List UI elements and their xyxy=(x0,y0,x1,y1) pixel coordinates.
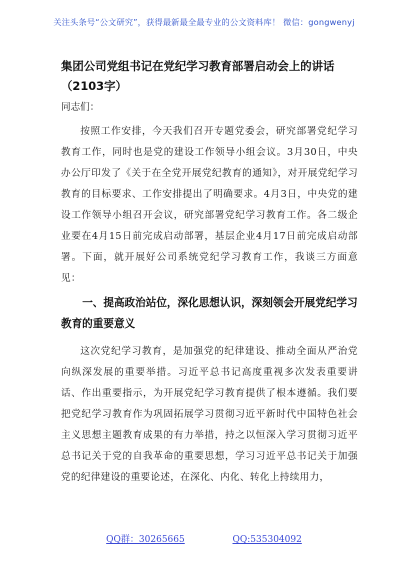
body-paragraph: 按照工作安排，今天我们召开专题党委会，研究部署党纪学习教育工作，同时也是党的建设工作领导小组会议。3月30日，中央办公厅印发了《关于在全党开展党纪教育的通知》，对开展党纪学习教育的目标要求、工作安排提出了明确要求。4月3日，中央党的建设工作领导小组召开会议，研究部署党纪学习教育工作。各二级企业要在4月15日前完成启动部署，基层企业4月17日前完成启动部署。下面，就开展好公司系统党纪学习教育工作，我谈三方面意见： xyxy=(61,126,358,284)
qq-link[interactable]: QQ:535304092 xyxy=(232,535,302,545)
footer-contact xyxy=(0,532,408,545)
title-text: 集团公司党组书记在党纪学习教育部署启动会上的讲话 xyxy=(61,59,335,73)
document-title xyxy=(61,56,358,96)
word-count: （2103字） xyxy=(61,79,127,93)
body-paragraph: 这次党纪学习教育，是加强党的纪律建设、推动全面从严治党向纵深发展的重要举措。习近平总书记高度重视多次发表重要讲话、作出重要指示，为开展党纪学习教育提供了根本遵循。我们要把党纪学习教育作为巩固拓展学习贯彻习近平新时代中国特色社会主义思想主题教育成果的有力举措，持之以恒深入学习贯彻习近平总书记关于党的自我革命的重要思想，学习习近平总书记关于加强党的纪律建设的重要论述，在深化、内化、转化上持续用力， xyxy=(61,346,358,483)
salutation: 同志们： xyxy=(61,102,100,113)
document-page xyxy=(61,56,358,490)
section-heading: 一、提高政治站位，深化思想认识，深刻领会开展党纪学习教育的重要意义 xyxy=(61,297,358,330)
header-banner: 关注头条号“公文研究”，获得最新最全最专业的公文资料库！ 微信：gongwenyj xyxy=(53,17,355,27)
qq-group-link[interactable]: QQ群：30265665 xyxy=(106,535,185,545)
